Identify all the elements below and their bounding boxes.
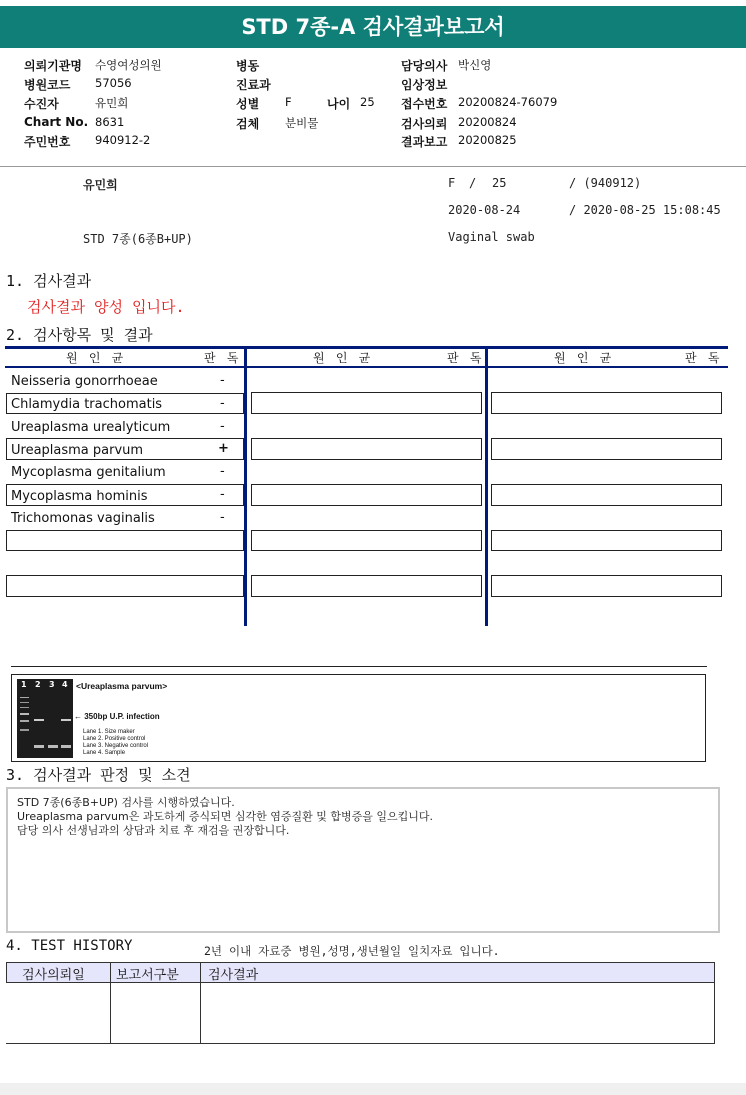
value-institution: 수영여성의원 <box>95 58 162 72</box>
organism-name: Ureaplasma parvum <box>11 443 144 458</box>
empty-cell <box>491 438 722 460</box>
organism-name: Mycoplasma genitalium <box>11 465 166 480</box>
label-patient: 수진자 <box>24 97 59 111</box>
header-organism-3: 원 인 균 <box>554 351 614 365</box>
organism-result: - <box>220 373 225 388</box>
value-report-date: 20200825 <box>458 133 517 147</box>
label-ward: 병동 <box>236 59 260 73</box>
patient-info-block <box>0 50 746 150</box>
section-4-heading: 4. TEST HISTORY <box>6 938 133 954</box>
value-patient: 유민희 <box>95 96 129 110</box>
header-result-1: 판 독 <box>204 351 241 365</box>
value-hospital-code: 57056 <box>95 76 132 90</box>
gel-band <box>61 719 71 721</box>
organism-row <box>6 417 244 438</box>
empty-cell <box>491 575 722 597</box>
summary-birth: / (940912) <box>569 176 642 190</box>
value-chart-no: 8631 <box>95 115 125 129</box>
empty-row <box>6 530 244 551</box>
empty-cell <box>491 484 722 506</box>
page-footer-strip <box>0 1083 746 1095</box>
organism-result: - <box>220 419 225 434</box>
value-age: 25 <box>360 95 375 109</box>
gel-band <box>20 697 29 698</box>
gel-panel <box>11 674 706 762</box>
gel-band <box>34 745 44 748</box>
label-resident-no: 주민번호 <box>24 135 71 149</box>
history-header-result: 검사결과 <box>208 968 259 983</box>
history-right-border <box>714 983 715 1044</box>
value-specimen: 분비물 <box>285 116 319 130</box>
history-header-report-type: 보고서구분 <box>116 968 179 983</box>
finding-line: 담당 의사 선생님과의 상담과 치료 후 재검을 권장합니다. <box>17 824 290 837</box>
summary-age: 25 <box>492 176 507 190</box>
history-header-row <box>6 962 715 983</box>
value-request-date: 20200824 <box>458 115 517 129</box>
empty-cell <box>251 530 482 551</box>
label-sex: 성별 <box>236 97 260 111</box>
empty-cell <box>491 530 722 551</box>
empty-cell <box>251 392 482 414</box>
organism-row <box>6 371 244 392</box>
header-organism-1: 원 인 균 <box>66 351 126 365</box>
section-2-heading: 2. 검사항목 및 결과 <box>6 326 153 344</box>
gel-title: <Ureaplasma parvum> <box>76 681 168 691</box>
summary-name: 유민희 <box>83 178 118 192</box>
organism-name: Ureaplasma urealyticum <box>11 420 171 435</box>
organism-result-positive: + <box>218 441 229 456</box>
section-1-heading: 1. 검사결과 <box>6 272 92 290</box>
finding-line: STD 7종(6종B+UP) 검사를 시행하였습니다. <box>17 796 235 809</box>
summary-sex: F <box>448 176 456 190</box>
organism-result: - <box>220 396 225 411</box>
gel-band-label: ← 350bp U.P. infection <box>74 712 160 721</box>
organism-name: Chlamydia trachomatis <box>11 397 163 412</box>
gel-band <box>20 702 29 703</box>
gel-lane-label: 4 <box>62 680 68 689</box>
organism-name: Neisseria gonorrhoeae <box>11 374 158 389</box>
history-col-divider <box>200 962 201 1044</box>
history-col-divider <box>110 962 111 1044</box>
history-header-request-date: 검사의뢰일 <box>22 968 85 983</box>
label-request-date: 검사의뢰 <box>401 117 448 131</box>
gel-legend-item: Lane 2. Positive control <box>83 736 146 742</box>
empty-row <box>6 575 244 597</box>
organism-row <box>6 393 244 414</box>
gel-image <box>17 679 73 758</box>
label-hospital-code: 병원코드 <box>24 78 71 92</box>
organism-name: Trichomonas vaginalis <box>11 511 155 526</box>
findings-box <box>6 787 720 933</box>
empty-cell <box>251 438 482 460</box>
table-col-divider-1 <box>244 346 247 626</box>
summary-specimen: Vaginal swab <box>448 230 535 244</box>
organism-result: - <box>220 464 225 479</box>
report-title: STD 7종-A 검사결과보고서 <box>0 6 746 48</box>
label-specimen: 검체 <box>236 117 260 131</box>
gel-band <box>20 720 29 722</box>
value-resident-no: 940912-2 <box>95 133 151 147</box>
label-clinical-info: 임상정보 <box>401 78 448 92</box>
organism-result: - <box>220 510 225 525</box>
overall-result: 검사결과 양성 입니다. <box>27 298 185 316</box>
empty-cell <box>251 575 482 597</box>
gel-band <box>20 729 29 731</box>
label-institution: 의뢰기관명 <box>24 59 82 73</box>
history-note: 2년 이내 자료중 병원,성명,생년월일 일치자료 입니다. <box>204 944 500 958</box>
history-bottom-border <box>6 1043 715 1044</box>
header-organism-2: 원 인 균 <box>313 351 373 365</box>
gel-band <box>48 745 58 748</box>
organism-result: - <box>220 487 225 502</box>
organism-row <box>6 462 244 483</box>
header-result-3: 판 독 <box>685 351 722 365</box>
gel-lane-label: 3 <box>49 680 55 689</box>
label-doctor: 담당의사 <box>401 59 448 73</box>
finding-line: Ureaplasma parvum은 과도하게 증식되면 심각한 염증질환 및 합병증을 일으킵니다. <box>17 810 433 823</box>
organism-name: Mycoplasma hominis <box>11 489 148 504</box>
value-sex: F <box>285 95 292 109</box>
label-department: 진료과 <box>236 78 271 92</box>
organism-row <box>6 484 244 506</box>
gel-band <box>61 745 71 748</box>
info-divider <box>0 166 746 167</box>
label-receipt-no: 접수번호 <box>401 97 448 111</box>
gel-lane-label: 1 <box>21 680 27 689</box>
gel-band <box>34 719 44 721</box>
value-receipt-no: 20200824-76079 <box>458 95 558 109</box>
organism-row <box>6 508 244 529</box>
label-report-date: 결과보고 <box>401 135 448 149</box>
gel-band <box>20 707 29 708</box>
history-table <box>6 962 715 1044</box>
gel-band <box>20 713 29 715</box>
table-col-divider-2 <box>485 346 488 626</box>
summary-test-name: STD 7종(6종B+UP) <box>83 232 193 246</box>
header-result-2: 판 독 <box>447 351 484 365</box>
label-age: 나이 <box>327 97 351 111</box>
value-doctor: 박신영 <box>458 58 492 72</box>
label-chart-no: Chart No. <box>24 115 89 129</box>
gel-legend-item: Lane 1. Size maker <box>83 729 135 735</box>
gel-top-rule <box>11 666 707 667</box>
summary-slash: / <box>469 176 477 190</box>
empty-cell <box>251 484 482 506</box>
empty-cell <box>491 392 722 414</box>
section-3-heading: 3. 검사결과 판정 및 소견 <box>6 766 191 784</box>
summary-report-datetime: / 2020-08-25 15:08:45 <box>569 203 721 217</box>
summary-request-date: 2020-08-24 <box>448 203 521 217</box>
gel-lane-label: 2 <box>35 680 41 689</box>
table-header-rule <box>5 366 728 368</box>
organism-row-positive <box>6 438 244 460</box>
gel-legend-item: Lane 3. Negative control <box>83 743 149 749</box>
gel-legend-item: Lane 4. Sample <box>83 750 126 756</box>
